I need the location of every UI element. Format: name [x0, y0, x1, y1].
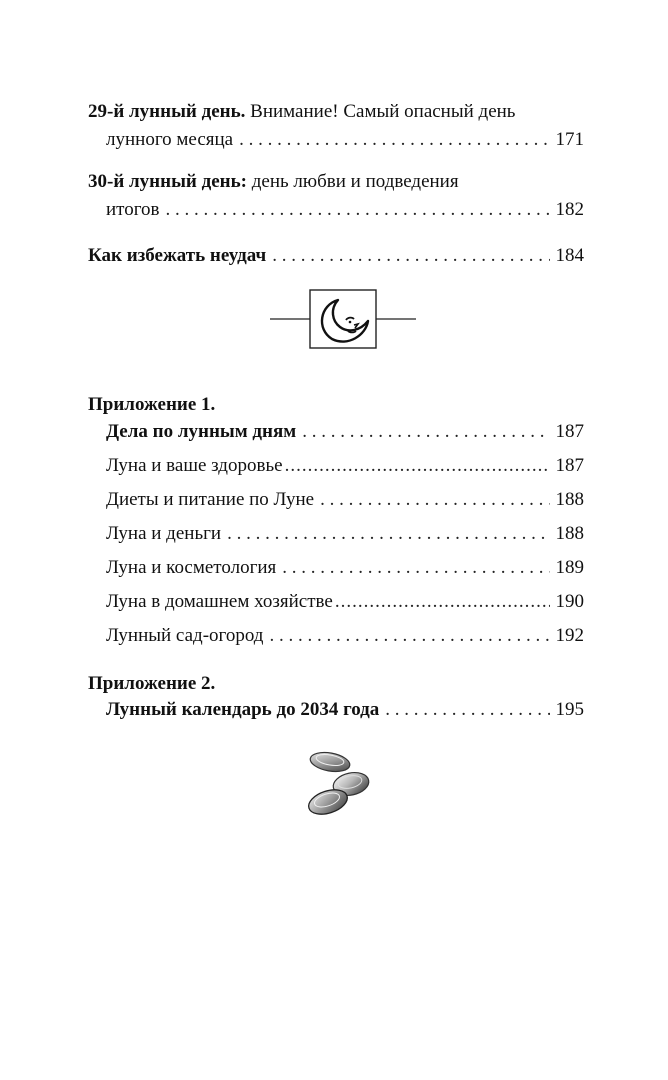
coins-icon	[298, 748, 378, 826]
appendix1-heading: Приложение 1.	[88, 394, 216, 415]
toc-entry-label: Луна и ваше здоровье	[106, 455, 283, 476]
toc-entry[interactable]	[106, 420, 584, 444]
toc-entry[interactable]	[106, 698, 584, 722]
toc-entry-day29-title: 29-й лунный день.	[88, 101, 246, 122]
page-number: 171	[555, 129, 584, 150]
toc-entry-day29-line1	[88, 100, 515, 124]
toc-entry-label: Луна в домашнем хозяйстве	[106, 591, 333, 612]
toc-entry-day30-desc: день любви и подведения	[246, 171, 459, 192]
appendix2-heading: Приложение 2.	[88, 673, 216, 694]
toc-entry[interactable]	[106, 624, 584, 648]
toc-entry-day30-cont: итогов	[106, 199, 160, 220]
page-number: 187	[555, 421, 584, 442]
dot-leader	[221, 522, 550, 546]
page-number: 192	[555, 625, 584, 646]
dot-leader	[283, 454, 550, 478]
page-number: 184	[555, 245, 584, 266]
toc-entry[interactable]	[106, 488, 584, 512]
page-number: 182	[555, 199, 584, 220]
dot-leader	[379, 698, 550, 722]
page-number: 195	[555, 699, 584, 720]
toc-entry-day29[interactable]	[106, 128, 584, 152]
toc-entry-label: Лунный календарь до 2034 года	[106, 699, 380, 720]
toc-entry-day30[interactable]	[106, 198, 584, 222]
toc-entry-label: Диеты и питание по Луне	[106, 489, 315, 510]
page-number: 190	[555, 591, 584, 612]
toc-entry[interactable]	[106, 454, 584, 478]
page-number: 187	[555, 455, 584, 476]
dot-leader	[263, 624, 550, 648]
toc-entry-label: Дела по лунным дням	[106, 421, 297, 442]
dot-leader	[314, 488, 550, 512]
dot-leader	[233, 128, 550, 152]
toc-entry-day29-cont: лунного месяца	[106, 129, 234, 150]
toc-entry-label: Лунный сад-огород	[106, 625, 264, 646]
dot-leader	[333, 590, 550, 614]
toc-entry-day30-title: 30-й лунный день:	[88, 171, 247, 192]
dot-leader	[276, 556, 550, 580]
dot-leader	[160, 198, 550, 222]
dot-leader	[296, 420, 550, 444]
page-number: 189	[555, 557, 584, 578]
toc-entry-day30-line1	[88, 170, 459, 194]
dot-leader	[266, 244, 550, 268]
toc-entry[interactable]	[106, 590, 584, 614]
toc-entry-label: Луна и косметология	[106, 557, 277, 578]
toc-entry-label: Луна и деньги	[106, 523, 222, 544]
page-number: 188	[555, 489, 584, 510]
toc-entry-avoid-label: Как избежать неудач	[88, 245, 267, 266]
toc-entry-day29-desc: Внимание! Самый опасный день	[245, 101, 516, 122]
moon-face-icon	[268, 287, 418, 351]
toc-entry[interactable]	[106, 522, 584, 546]
toc-entry[interactable]	[106, 556, 584, 580]
page-number: 188	[555, 523, 584, 544]
toc-entry-avoid[interactable]	[88, 244, 584, 268]
